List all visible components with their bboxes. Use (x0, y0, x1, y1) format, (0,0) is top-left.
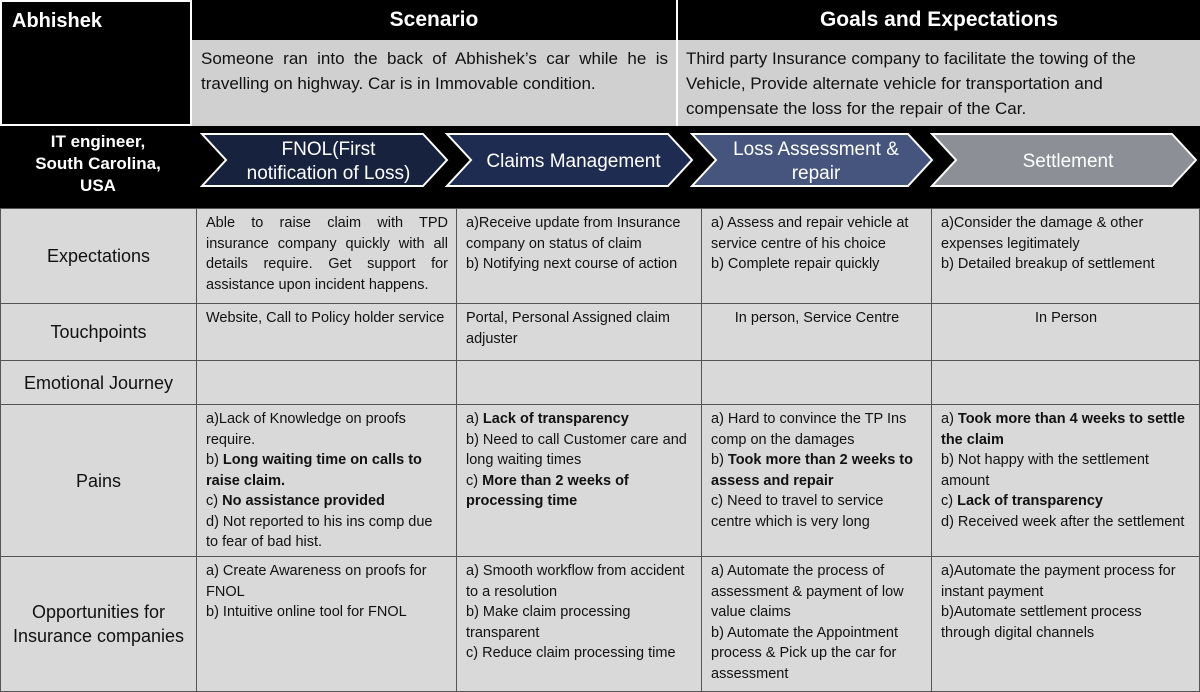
goals-title: Goals and Expectations (678, 0, 1200, 40)
cell-line: b) Complete repair quickly (711, 256, 880, 272)
stage-label-line: Loss Assessment & (733, 139, 899, 160)
opportunities-claims (456, 556, 702, 692)
goals-text: Third party Insurance company to facilitate the towing of the Vehicle, Provide alternate vehicle for transportation and compensate the loss for the repair of the Car. (678, 40, 1200, 126)
touchpoints-fnol: Website, Call to Policy holder service (196, 303, 457, 361)
cell-line: c) Need to travel to service centre which is very long (711, 493, 884, 530)
cell-line: a) Smooth workflow from accident to a resolution (466, 563, 685, 600)
row-label-touchpoints: Touchpoints (0, 303, 197, 361)
cell-line: d) Not reported to his ins comp due to fear of bad hist. (206, 513, 433, 550)
line-prefix: a) (941, 411, 958, 427)
cell-line: a) Create Awareness on proofs for FNOL (206, 563, 427, 600)
cell-line (206, 450, 448, 491)
cell-line: c) Reduce claim processing time (466, 645, 676, 661)
cell-line: a) Hard to convince the TP Ins comp on the damages (711, 411, 907, 448)
persona-desc-line: IT engineer, (50, 132, 146, 151)
cell-line: b) Not happy with the settlement amount (941, 452, 1149, 489)
cell-line (711, 450, 923, 491)
persona-desc-line: USA (80, 176, 116, 195)
opportunities-settlement (931, 556, 1200, 692)
row-label-expectations: Expectations (0, 208, 197, 304)
cell-line (941, 409, 1191, 450)
cell-line: d) Received week after the settlement (941, 513, 1185, 530)
pains-settlement (931, 404, 1200, 557)
expectations-claims (456, 208, 702, 304)
expectations-fnol: Able to raise claim with TPD insurance company quickly with all details require. Get support for assistance upon incident happens. (196, 208, 457, 304)
pains-fnol (196, 404, 457, 557)
journey-grid (0, 208, 1200, 692)
cell-line: b) Detailed breakup of settlement (941, 256, 1155, 272)
cell-line: b) Automate the Appointment process & Pick up the car for assessment (711, 624, 899, 682)
cell-line: a)Lack of Knowledge on proofs require. (206, 411, 406, 448)
pains-loss (701, 404, 932, 557)
stage-chevrons (0, 126, 1200, 208)
cell-line: a)Consider the damage & other expenses legitimately (941, 215, 1144, 252)
row-label-emotional-journey: Emotional Journey (0, 360, 197, 405)
stage-label-line: Claims Management (486, 151, 661, 172)
scenario-text: Someone ran into the back of Abhishek’s car while he is travelling on highway. Car is in Immovable condition. (192, 40, 678, 126)
stage-label-line: repair (791, 163, 841, 184)
line-prefix: b) (206, 452, 223, 468)
emotional-fnol (196, 360, 457, 405)
stage-label (486, 151, 661, 172)
bold-text: No assistance provided (222, 493, 385, 509)
stage-label-line: FNOL(First (281, 139, 376, 160)
stage-label-line: notification of Loss) (246, 163, 411, 184)
emotional-settlement (931, 360, 1200, 405)
line-prefix: c) (941, 493, 958, 509)
line-prefix: b) (711, 452, 728, 468)
line-prefix: c) (466, 472, 483, 489)
bold-text: Lack of transparency (482, 411, 629, 427)
cell-line: b) Intuitive online tool for FNOL (206, 604, 407, 620)
expectations-settlement (931, 208, 1200, 304)
cell-line: b) Need to call Customer care and long waiting times (466, 431, 687, 468)
persona-name: Abhishek (0, 0, 192, 126)
opportunities-fnol (196, 556, 457, 692)
pains-claims (456, 404, 702, 557)
emotional-loss (701, 360, 932, 405)
scenario-title: Scenario (192, 0, 678, 40)
stage-label-line: Settlement (1022, 151, 1114, 172)
cell-line: b) Make claim processing transparent (466, 604, 631, 641)
cell-line (941, 491, 1191, 512)
emotional-claims (456, 360, 702, 405)
touchpoints-loss: In person, Service Centre (701, 303, 932, 361)
bold-text: Long waiting time on calls to raise claim. (206, 452, 422, 489)
cell-line: b) Notifying next course of action (466, 256, 678, 272)
row-label-pains: Pains (0, 404, 197, 557)
persona-desc-line: South Carolina, (35, 154, 161, 173)
row-label-opportunities: Opportunities for Insurance companies (0, 556, 197, 692)
cell-line: a)Automate the payment process for instant payment (941, 563, 1176, 600)
cell-line: a) Automate the process of assessment & payment of low value claims (711, 563, 904, 620)
line-prefix: c) (206, 493, 223, 509)
bold-text: Took more than 2 weeks to assess and repair (711, 452, 913, 489)
cell-line: a)Receive update from Insurance company on status of claim (466, 215, 681, 252)
stage-label (1023, 151, 1115, 172)
line-prefix: a) (466, 411, 483, 427)
expectations-loss (701, 208, 932, 304)
cell-line (466, 471, 693, 512)
cell-line: b)Automate settlement process through digital channels (941, 604, 1142, 641)
bold-text: Lack of transparency (957, 493, 1103, 509)
opportunities-loss (701, 556, 932, 692)
touchpoints-settlement: In Person (931, 303, 1200, 361)
cell-line (466, 409, 693, 430)
bold-text: More than 2 weeks of processing time (466, 472, 629, 509)
touchpoints-claims: Portal, Personal Assigned claim adjuster (456, 303, 702, 361)
cell-line: a) Assess and repair vehicle at service centre of his choice (711, 215, 909, 252)
cell-line (206, 491, 448, 512)
bold-text: Took more than 4 weeks to settle the claim (941, 411, 1185, 448)
